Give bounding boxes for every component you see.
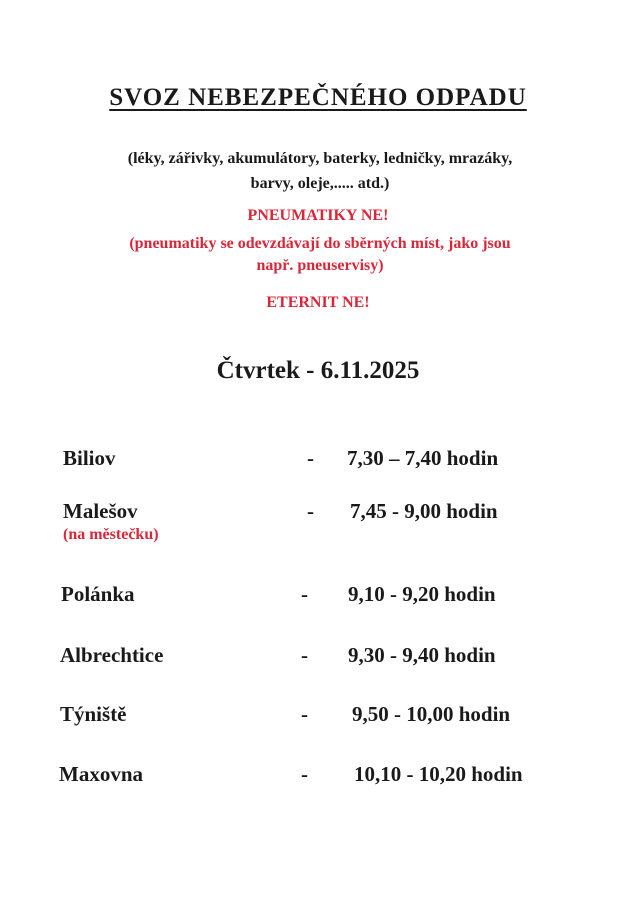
- schedule-row: [0, 702, 636, 742]
- schedule-time: 9,30 - 9,40 hodin: [348, 643, 496, 667]
- eternit-warning: ETERNIT NE!: [266, 294, 370, 311]
- schedule-time: 9,10 - 9,20 hodin: [348, 582, 496, 606]
- tires-note-line-1: (pneumatiky se odevzdávají do sběrných míst, jako jsou: [129, 235, 511, 252]
- schedule-place-note: (na městečku): [63, 526, 159, 543]
- schedule-place: Albrechtice: [60, 643, 164, 667]
- page-title: SVOZ NEBEZPEČNÉHO ODPADU: [109, 84, 527, 111]
- schedule-time: 9,50 - 10,00 hodin: [352, 702, 511, 726]
- schedule-place: Polánka: [61, 582, 135, 606]
- schedule-dash: -: [307, 446, 314, 470]
- schedule-dash: -: [301, 582, 308, 606]
- schedule-row: [0, 582, 636, 622]
- schedule-dash: -: [301, 762, 308, 786]
- tires-warning-heading: PNEUMATIKY NE!: [247, 207, 389, 224]
- schedule-dash: -: [301, 643, 308, 667]
- schedule-dash: -: [307, 499, 314, 523]
- collection-date: Čtvrtek - 6.11.2025: [216, 357, 420, 384]
- schedule-row: [0, 762, 636, 802]
- waste-types-list: [60, 146, 580, 196]
- tires-warning-note: [60, 233, 580, 277]
- schedule-time: 10,10 - 10,20 hodin: [354, 762, 523, 786]
- schedule-time: 7,30 – 7,40 hodin: [347, 446, 499, 470]
- schedule-row: [0, 446, 636, 486]
- waste-types-line-1: (léky, zářivky, akumulátory, baterky, ledničky, mrazáky,: [127, 150, 513, 167]
- schedule-row: [0, 643, 636, 683]
- schedule-place: Maxovna: [59, 762, 143, 786]
- schedule-place: Biliov: [63, 446, 116, 470]
- schedule-dash: -: [301, 702, 308, 726]
- waste-types-line-2: barvy, oleje,..... atd.): [250, 175, 390, 192]
- schedule-place: Malešov: [63, 499, 138, 523]
- tires-note-line-2: např. pneuservisy): [256, 257, 384, 274]
- schedule-time: 7,45 - 9,00 hodin: [350, 499, 498, 523]
- schedule-place: Týniště: [60, 702, 127, 726]
